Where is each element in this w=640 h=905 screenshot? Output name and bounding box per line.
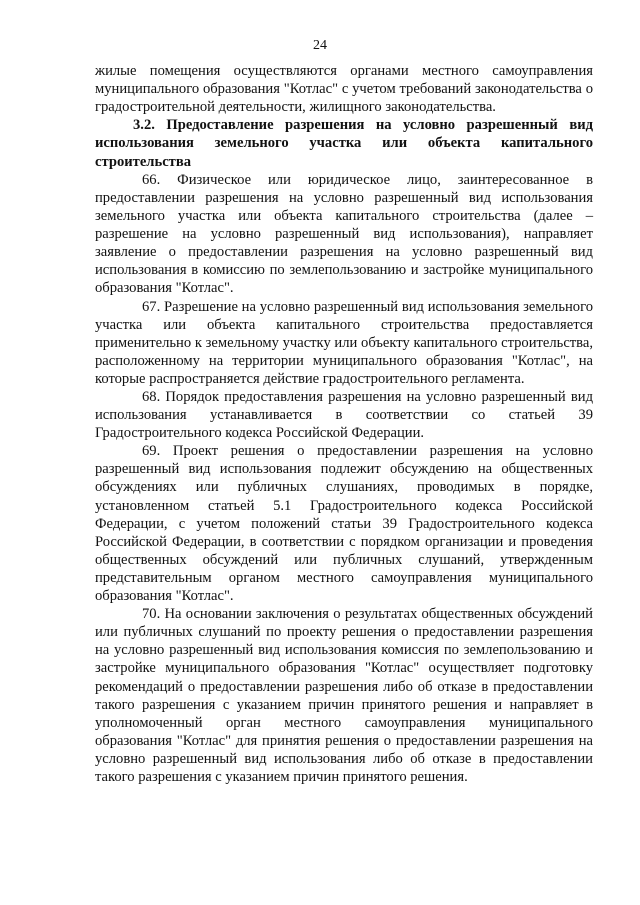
page-number: 24 xyxy=(313,38,327,53)
paragraph-66: 66. Физическое или юридическое лицо, заинтересованное в предоставлении разрешения на условно разрешенный вид использования земельного участка или объекта капитального строительства (далее – разрешение на условно разрешенный вид использования), направляет заявление о предоставлении разрешения на условно разрешенный вид использования в комиссию по землепользованию и застройке муниципального образования "Котлас". xyxy=(95,171,593,297)
paragraph-67: 67. Разрешение на условно разрешенный вид использования земельного участка или объекта капитального строительства предоставляется применительно к земельному участку или объекту капитального строительства, расположенному на территории муниципального образования "Котлас", на которые распространяется действие градостроительного регламента. xyxy=(95,298,593,387)
document-body xyxy=(95,62,593,786)
section-heading: 3.2. Предоставление разрешения на условно разрешенный вид использования земельного участка или объекта капитального строительства xyxy=(95,117,593,170)
intro-paragraph: жилые помещения осуществляются органами местного самоуправления муниципального образования "Котлас" с учетом требований законодательства о градостроительной деятельности, жилищного законодательства. xyxy=(95,63,593,116)
paragraph-70: 70. На основании заключения о результатах общественных обсуждений или публичных слушаний по проекту решения о предоставлении разрешения на условно разрешенный вид использования комиссия по землепользованию и застройке муниципального образования "Котлас" осуществляет подготовку рекомендаций о предоставлении разрешения либо об отказе в предоставлении такого разрешения с указанием причин принятого решения и направляет в уполномоченный орган местного самоуправления муниципального образования "Котлас" для принятия решения о предоставлении разрешения на условно разрешенный вид использования либо об отказе в предоставлении такого разрешения с указанием причин принятого решения. xyxy=(95,606,593,785)
paragraph-69: 69. Проект решения о предоставлении разрешения на условно разрешенный вид использования подлежит обсуждению на общественных обсуждениях или публичных слушаниях, проводимых в порядке, установленном статьей 5.1 Градостроительного кодекса Российской Федерации, с учетом положений статьи 39 Градостроительного кодекса Российской Федерации, в соответствии с порядком организации и проведения общественных обсуждений или публичных слушаний, утвержденным представительным органом местного самоуправления муниципального образования "Котлас". xyxy=(95,443,593,605)
paragraph-68: 68. Порядок предоставления разрешения на условно разрешенный вид использования устанавливается в соответствии со статьей 39 Градостроительного кодекса Российской Федерации. xyxy=(95,389,593,442)
